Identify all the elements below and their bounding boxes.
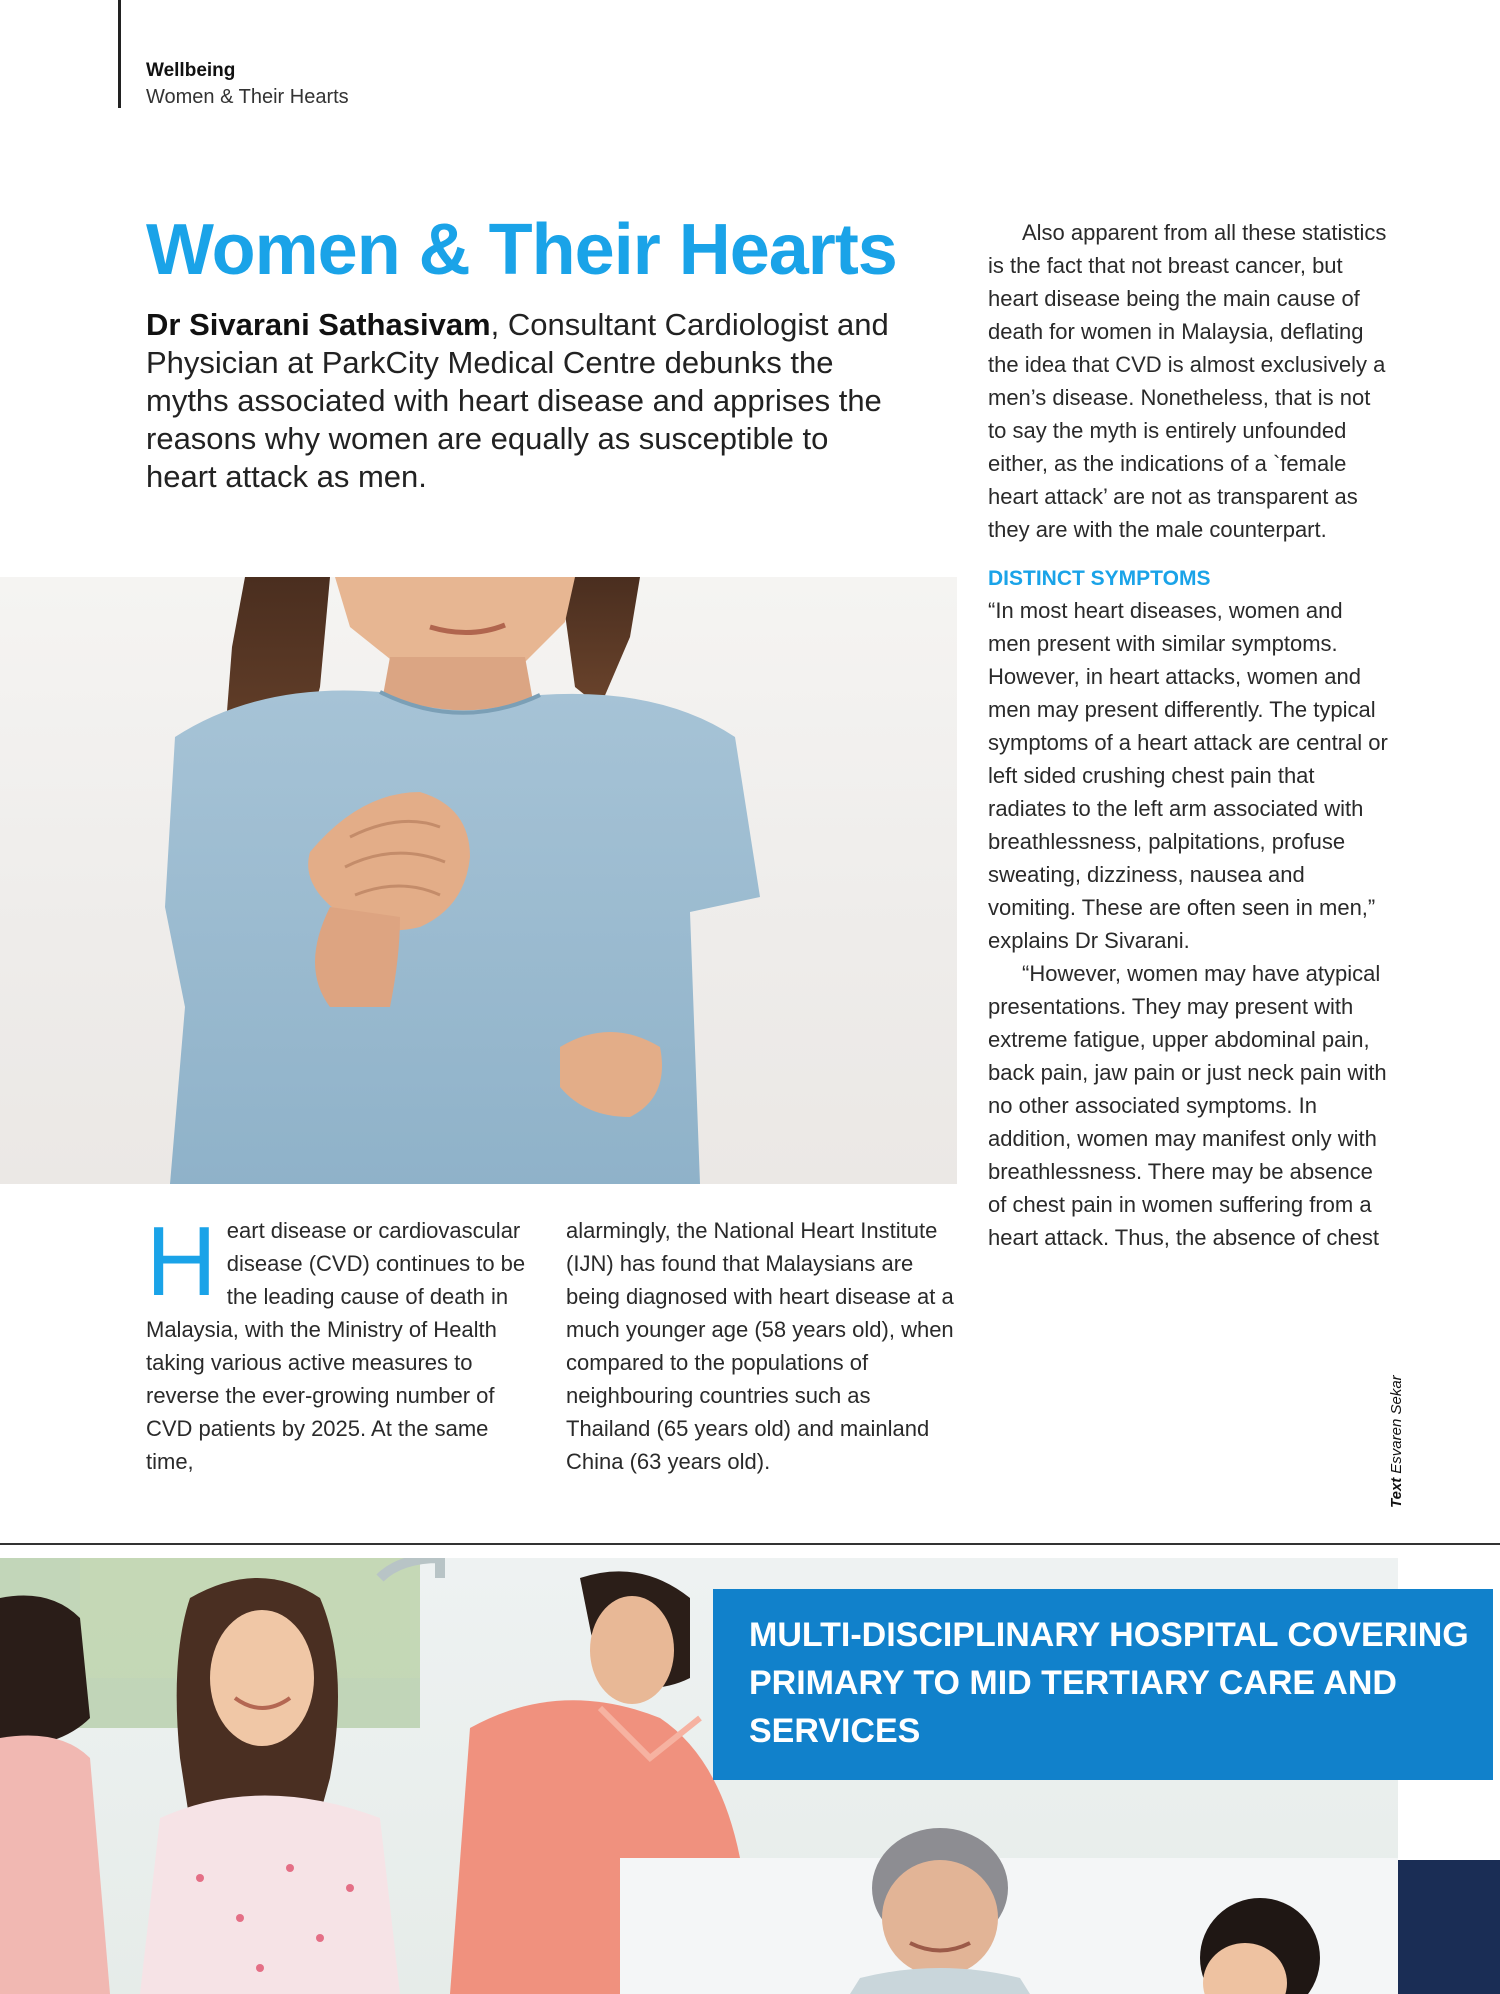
- ad-banner: [713, 1589, 1493, 1780]
- credit-label: Text: [1388, 1477, 1405, 1508]
- column-2-text: alarmingly, the National Heart Institute (IJN) has found that Malaysians are being diagnosed with heart disease at a much younger age (58 years old), when compared to the populations of neighbouring countries such as Thailand (65 years old) and mainland China (63 years old).: [566, 1218, 954, 1474]
- woman-chest-pain-illustration: [0, 577, 957, 1184]
- header-rule: [118, 0, 121, 108]
- credit-name: Esvaren Sekar: [1388, 1375, 1405, 1474]
- woman-chest-pain-photo: [0, 577, 957, 1184]
- article-title: Women & Their Hearts: [146, 210, 897, 290]
- section-name: Wellbeing: [146, 60, 236, 81]
- text-credit: [1388, 1358, 1405, 1508]
- ad-headline: MULTI-DISCIPLINARY HOSPITAL COVERING PRIMARY TO MID TERTIARY CARE AND SERVICES: [749, 1616, 1469, 1750]
- intro-paragraph: [146, 1206, 526, 1478]
- section-subtitle: Women & Their Hearts: [146, 86, 349, 108]
- drop-cap: H: [146, 1206, 217, 1316]
- body-column-3: [988, 216, 1388, 1254]
- ad-navy-block: [1398, 1860, 1500, 1994]
- author-name: Dr Sivarani Sathasivam: [146, 307, 491, 342]
- ad-divider: [0, 1543, 1500, 1545]
- paragraph-atypical: “However, women may have atypical presentations. They may present with extreme fatigue, upper abdominal pain, back pain, jaw pain or just neck pain with no other associated symptoms. In addition, women may manifest only with breathlessness. There may be absence of chest pain in women suffering from a heart attack. Thus, the absence of chest: [988, 961, 1387, 1250]
- paragraph-statistics: Also apparent from all these statistics is the fact that not breast cancer, but heart disease being the main cause of death for women in Malaysia, deflating the idea that CVD is almost exclusively a men’s disease. Nonetheless, that is not to say the myth is entirely unfounded either, as the indications of a `female heart attack’ are not as transparent as they are with the male counterpart.: [988, 220, 1387, 542]
- body-column-2: [566, 1214, 956, 1478]
- subhead-distinct-symptoms: DISTINCT SYMPTOMS: [988, 567, 1211, 590]
- body-column-1: [146, 1206, 526, 1478]
- intro-text: eart disease or cardiovascular disease (CVD) continues to be the leading cause of death in Malaysia, with the Ministry of Health taking various active measures to reverse the ever-growing number of CVD patients by 2025. At the same time,: [146, 1218, 526, 1474]
- paragraph-symptoms: “In most heart diseases, women and men present with similar symptoms. However, in heart attacks, women and men may present differently. The typical symptoms of a heart attack are central or left sided crushing chest pain that radiates to the left arm associated with breathlessness, palpitations, profuse sweating, dizziness, nausea and vomiting. These are often seen in men,” explains Dr Sivarani.: [988, 598, 1388, 953]
- standfirst-text: , Consultant Cardiologist and Physician at ParkCity Medical Centre debunks the myths associated with heart disease and apprises the reasons why women are equally as susceptible to heart attack as men.: [146, 307, 889, 494]
- standfirst: [146, 306, 906, 496]
